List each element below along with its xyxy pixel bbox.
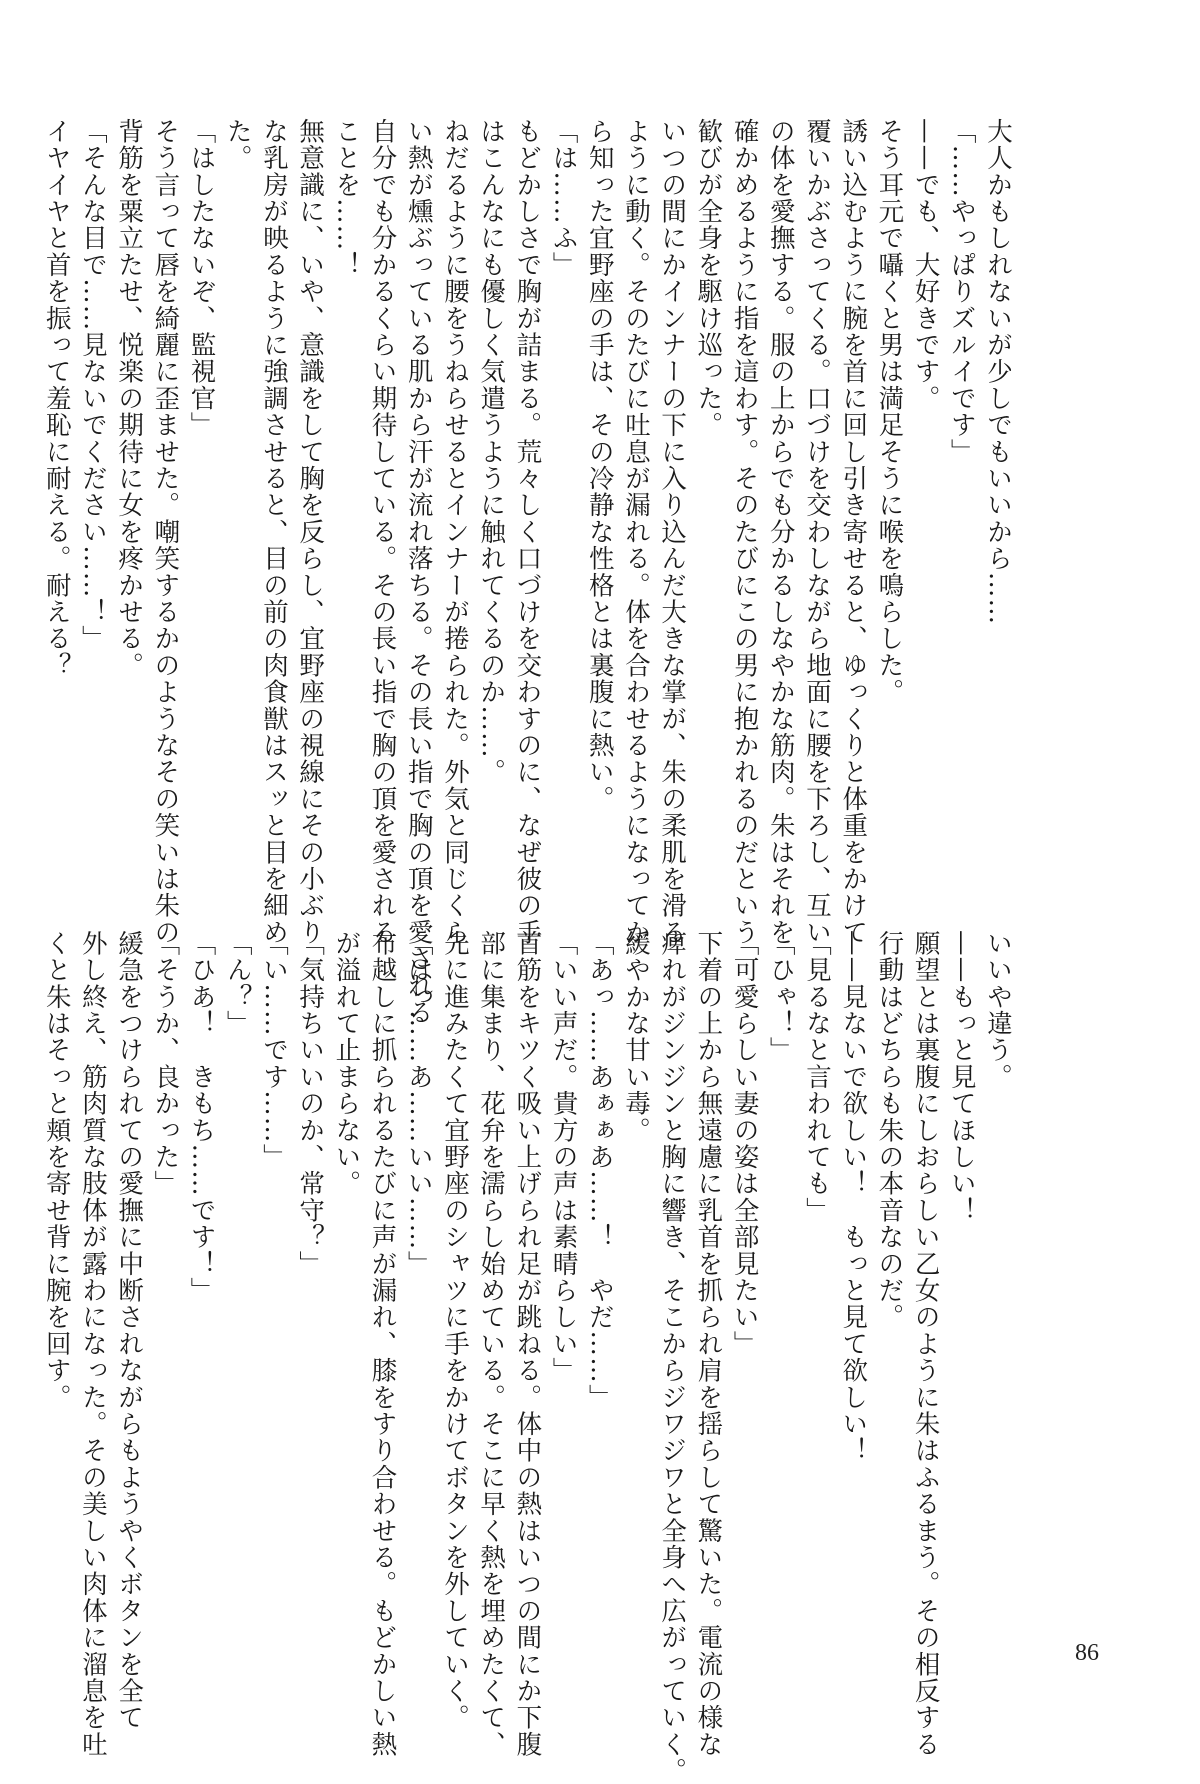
text-line: ——見ないで欲しい！ もっと見て欲しい！	[838, 930, 869, 1464]
text-line: 布越しに抓られるたびに声が漏れ、膝をすり合わせる。もどかしい熱	[367, 930, 398, 1758]
text-line: くと朱はそっと頬を寄せ背に腕を回す。	[41, 930, 72, 1411]
text-line: ——でも、大好きです。	[910, 118, 941, 412]
text-line: そう耳元で囁くと男は満足そうに喉を鳴らした。	[874, 118, 905, 706]
text-line: 下着の上から無遠慮に乳首を抓られ肩を揺らして驚いた。電流の様な	[693, 930, 724, 1758]
lower-text-block	[6, 930, 1016, 1784]
text-line: そう言って唇を綺麗に歪ませた。嘲笑するかのようなその笑いは朱の	[150, 118, 181, 946]
text-line: 誘い込むように腕を首に回し引き寄せると、ゆっくりと体重をかけて	[838, 118, 869, 946]
text-line: いつの間にかインナーの下に入り込んだ大きな掌が、朱の柔肌を滑る	[657, 118, 688, 946]
text-line: 首筋をキツく吸い上げられ足が跳ねる。体中の熱はいつの間にか下腹	[512, 930, 543, 1758]
text-line: 歓びが全身を駆け巡った。	[693, 118, 724, 439]
text-line: 無意識に、いや、意識をして胸を反らし、宜野座の視線にその小ぶり	[295, 118, 326, 946]
text-line: 痺れがジンジンと胸に響き、そこからジワジワと全身へ広がっていく。	[657, 930, 688, 1784]
text-line: 願望とは裏腹にしおらしい乙女のように朱はふるまう。その相反する	[910, 930, 941, 1758]
text-line: い熱が燻ぶっている肌から汗が流れ落ちる。その長い指で胸の頂を愛される	[403, 118, 434, 1026]
text-line: 緩やかな甘い毒。	[620, 930, 651, 1144]
text-line: 「ひあ！ きもち……です！」	[186, 930, 217, 1304]
text-line: 「可愛らしい妻の姿は全部見たい」	[729, 930, 760, 1358]
text-line: が溢れて止まらない。	[331, 930, 362, 1197]
text-line: 「見るなと言われても」	[801, 930, 832, 1224]
text-line: 覆いかぶさってくる。口づけを交わしながら地面に腰を下ろし、互い	[801, 118, 832, 946]
text-line: 「はっ……あ……いい……」	[403, 930, 434, 1278]
text-line: 自分でも分かるくらい期待している。その長い指で胸の頂を愛される	[367, 118, 398, 946]
text-line: の体を愛撫する。服の上からでも分かるしなやかな筋肉。朱はそれを	[765, 118, 796, 946]
text-line: 外し終え、筋肉質な肢体が露わになった。その美しい肉体に溜息を吐	[77, 930, 108, 1758]
text-line: イヤイヤと首を振って羞恥に耐える。耐える？	[41, 118, 72, 679]
text-line: 「あっ……あぁぁあ……！ やだ……」	[584, 930, 615, 1411]
text-line: な乳房が映るように強調させると、目の前の肉食獣はスッと目を細め	[258, 118, 289, 946]
text-line: ように動く。そのたびに吐息が漏れる。体を合わせるようになってか	[620, 118, 651, 946]
text-line: 背筋を粟立たせ、悦楽の期待に女を疼かせる。	[114, 118, 145, 679]
text-line: 「はしたないぞ、監視官」	[186, 118, 217, 439]
text-line: 「は……ふ」	[548, 118, 579, 279]
text-line: 「ん？」	[222, 930, 253, 1037]
text-line: 行動はどちらも朱の本音なのだ。	[874, 930, 905, 1331]
text-line: 大人かもしれないが少しでもいいから……	[983, 118, 1013, 626]
text-line: 「ひゃ！」	[765, 930, 796, 1064]
text-line: ら知った宜野座の手は、その冷静な性格とは裏腹に熱い。	[584, 118, 615, 813]
text-line: 「いい声だ。貴方の声は素晴らしい」	[548, 930, 579, 1384]
text-line: 「い……です……」	[258, 930, 289, 1171]
text-line: もどかしさで胸が詰まる。荒々しく口づけを交わすのに、なぜ彼の手	[512, 118, 543, 946]
text-line: 先に進みたくて宜野座のシャツに手をかけてボタンを外していく。	[439, 930, 470, 1731]
page-number: 86	[1075, 1640, 1099, 1666]
text-line: 「……やっぱりズルイです」	[946, 118, 977, 466]
text-line: 緩急をつけられての愛撫に中断されながらもようやくボタンを全て	[114, 930, 145, 1731]
text-line: 「そうか、良かった」	[150, 930, 181, 1197]
text-line: 「気持ちいいのか、常守？」	[295, 930, 326, 1278]
text-line: た。	[222, 118, 253, 172]
text-line: ねだるように腰をうねらせるとインナーが捲られた。外気と同じくら	[439, 118, 470, 946]
text-line: ことを……！	[331, 118, 362, 279]
text-line: いいや違う。	[983, 930, 1013, 1091]
text-line: 「そんな目で……見ないでください……！」	[77, 118, 108, 652]
text-line: 確かめるように指を這わす。そのたびにこの男に抱かれるのだという	[729, 118, 760, 946]
text-line: はこんなにも優しく気遣うように触れてくるのか……。	[476, 118, 507, 786]
text-line: 部に集まり、花弁を濡らし始めている。そこに早く熱を埋めたくて、	[476, 930, 507, 1758]
text-line: ——もっと見てほしい！	[946, 930, 977, 1224]
